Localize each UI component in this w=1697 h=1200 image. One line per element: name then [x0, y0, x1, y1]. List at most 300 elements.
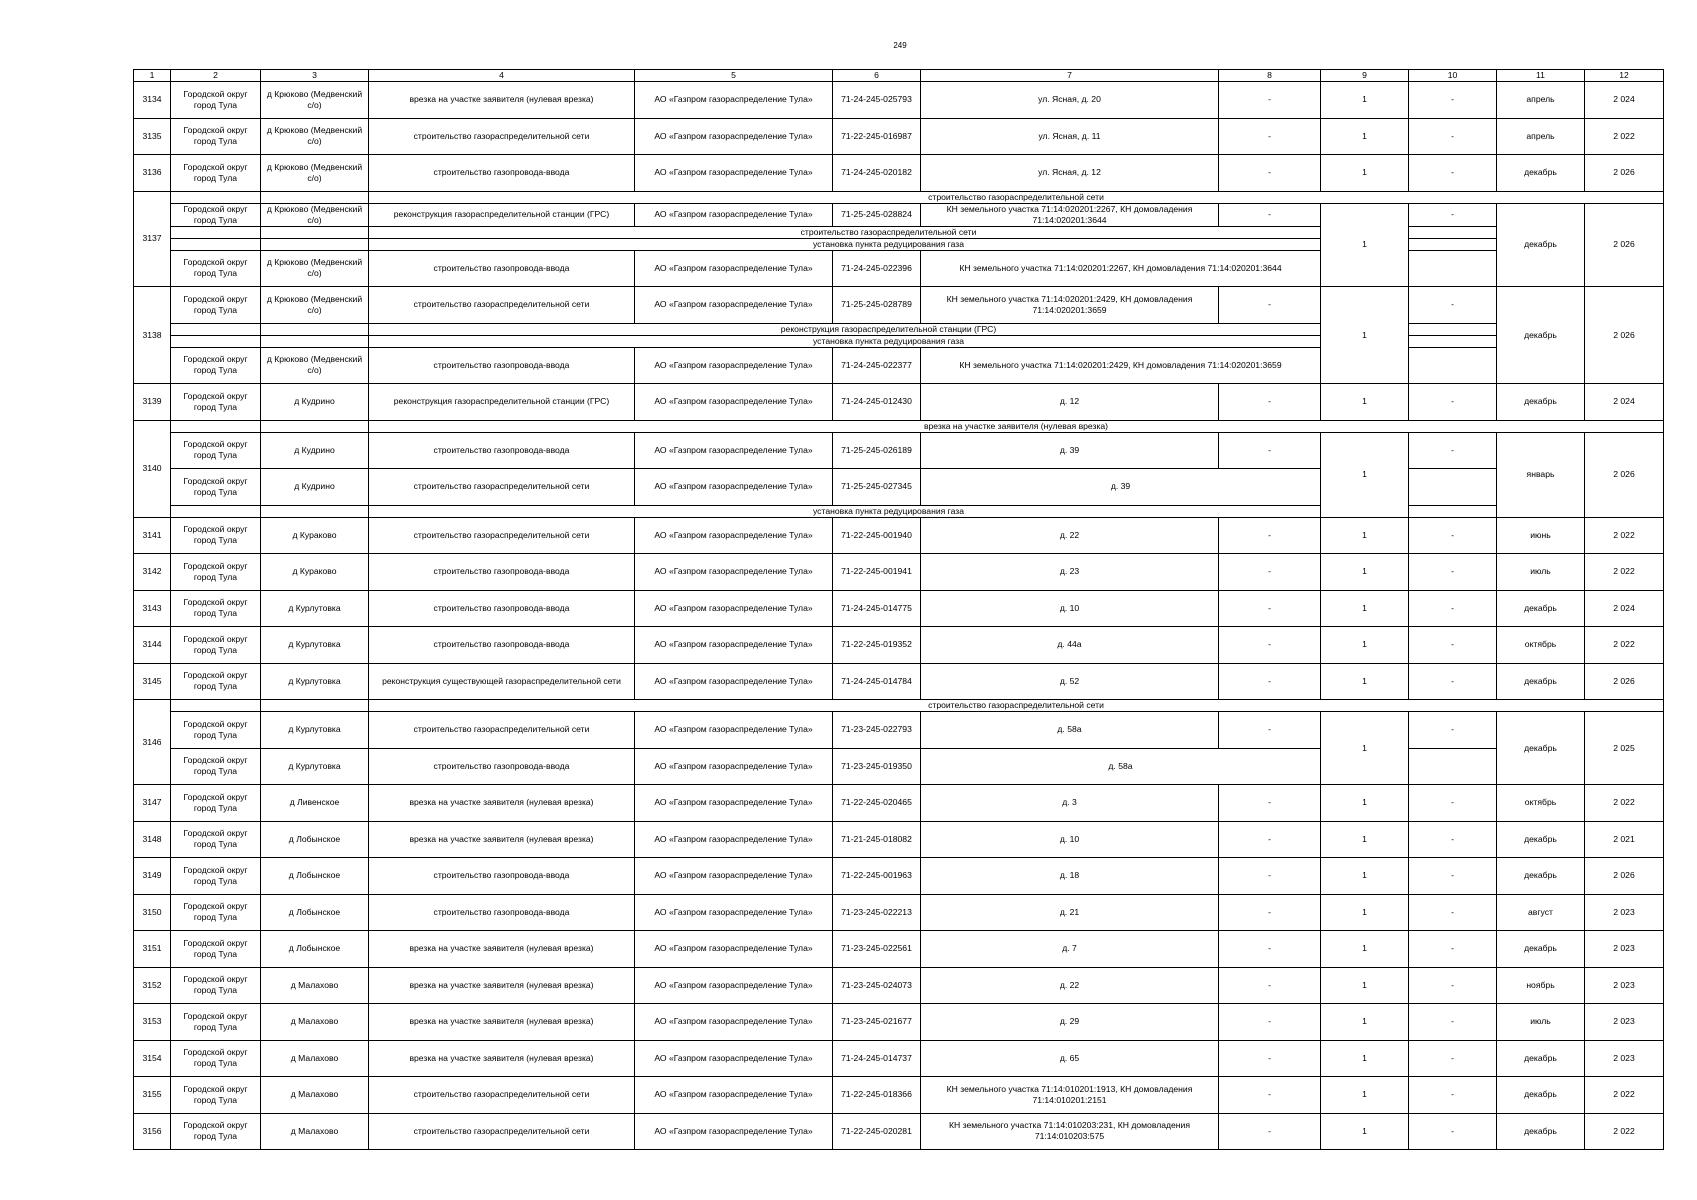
table-cell: 2 022	[1585, 517, 1664, 554]
table-cell: АО «Газпром газораспределение Тула»	[635, 432, 833, 469]
table-cell: д. 29	[921, 1004, 1219, 1041]
table-cell: 1	[1321, 203, 1409, 287]
table-cell	[171, 238, 261, 250]
table-cell: АО «Газпром газораспределение Тула»	[635, 1004, 833, 1041]
table-row	[134, 287, 1664, 324]
table-cell: 3138	[134, 287, 171, 384]
table-cell: 71-23-245-022561	[833, 931, 921, 968]
work-type-row: строительство газораспределительной сети	[369, 700, 1664, 712]
table-cell: Городской округ город Тула	[171, 590, 261, 627]
table-cell	[1409, 238, 1497, 250]
table-cell: д Курлутовка	[261, 748, 369, 785]
table-row	[134, 931, 1664, 968]
table-cell: декабрь	[1497, 287, 1585, 384]
table-cell: декабрь	[1497, 203, 1585, 287]
table-cell: КН земельного участка 71:14:020201:2429, КН домовладения 71:14:020201:3659	[921, 287, 1219, 324]
table-cell: 1	[1321, 384, 1409, 421]
table-cell: -	[1409, 858, 1497, 895]
table-cell: 71-25-245-027345	[833, 469, 921, 506]
table-cell	[261, 323, 369, 335]
table-cell: -	[1219, 155, 1321, 192]
table-cell: строительство газораспределительной сети	[369, 287, 635, 324]
work-type-row: строительство газораспределительной сети	[369, 226, 1409, 238]
table-cell: д Крюково (Медвенский с/о)	[261, 203, 369, 226]
table-cell: 1	[1321, 554, 1409, 591]
table-row	[134, 469, 1664, 506]
table-cell: д Кудрино	[261, 469, 369, 506]
table-cell: 1	[1321, 118, 1409, 155]
table-cell: 71-24-245-022396	[833, 250, 921, 287]
table-cell: д. 10	[921, 590, 1219, 627]
table-cell: Городской округ город Тула	[171, 1040, 261, 1077]
table-cell: декабрь	[1497, 1077, 1585, 1114]
table-cell	[261, 226, 369, 238]
table-cell: строительство газопровода-ввода	[369, 554, 635, 591]
table-cell: 3140	[134, 420, 171, 517]
table-cell: 1	[1321, 155, 1409, 192]
table-cell: АО «Газпром газораспределение Тула»	[635, 384, 833, 421]
work-type-row: установка пункта редуцирования газа	[369, 505, 1409, 517]
table-cell: 2 023	[1585, 894, 1664, 931]
table-cell: врезка на участке заявителя (нулевая врезка)	[369, 931, 635, 968]
table-cell: 2 023	[1585, 931, 1664, 968]
table-row	[134, 118, 1664, 155]
table-cell: -	[1409, 590, 1497, 627]
table-row	[134, 517, 1664, 554]
table-cell: АО «Газпром газораспределение Тула»	[635, 821, 833, 858]
table-cell: д. 12	[921, 384, 1219, 421]
table-cell: Городской округ город Тула	[171, 250, 261, 287]
table-cell: строительство газопровода-ввода	[369, 627, 635, 664]
table-cell: д Кураково	[261, 554, 369, 591]
table-cell: д. 39	[921, 432, 1219, 469]
table-cell: Городской округ город Тула	[171, 748, 261, 785]
table-cell: -	[1219, 663, 1321, 700]
table-cell: д Курлутовка	[261, 627, 369, 664]
table-cell: д Лобынское	[261, 894, 369, 931]
table-cell: строительство газораспределительной сети	[369, 517, 635, 554]
table-cell: апрель	[1497, 82, 1585, 119]
table-cell: -	[1409, 82, 1497, 119]
table-cell: АО «Газпром газораспределение Тула»	[635, 554, 833, 591]
table-cell: АО «Газпром газораспределение Тула»	[635, 469, 833, 506]
table-cell: ул. Ясная, д. 20	[921, 82, 1219, 119]
table-cell: -	[1409, 517, 1497, 554]
table-cell	[261, 238, 369, 250]
table-cell: д. 52	[921, 663, 1219, 700]
table-cell: 71-22-245-001963	[833, 858, 921, 895]
table-cell: АО «Газпром газораспределение Тула»	[635, 517, 833, 554]
table-cell	[261, 420, 369, 432]
work-type-row: установка пункта редуцирования газа	[369, 238, 1409, 250]
table-row	[134, 203, 1664, 226]
table-cell: 71-22-245-019352	[833, 627, 921, 664]
table-cell: реконструкция существующей газораспределительной сети	[369, 663, 635, 700]
table-cell: ноябрь	[1497, 967, 1585, 1004]
table-cell: 3142	[134, 554, 171, 591]
table-cell: д Ливенское	[261, 785, 369, 822]
table-cell: 2 022	[1585, 785, 1664, 822]
table-cell: врезка на участке заявителя (нулевая врезка)	[369, 1040, 635, 1077]
table-row	[134, 384, 1664, 421]
table-cell: 1	[1321, 1040, 1409, 1077]
table-cell: Городской округ город Тула	[171, 1077, 261, 1114]
table-cell: -	[1409, 821, 1497, 858]
table-cell: д. 22	[921, 517, 1219, 554]
table-row	[134, 335, 1664, 347]
table-cell: Городской округ город Тула	[171, 469, 261, 506]
table-cell: 71-23-245-019350	[833, 748, 921, 785]
table-cell: д Малахово	[261, 967, 369, 1004]
table-cell: АО «Газпром газораспределение Тула»	[635, 1113, 833, 1150]
table-cell: 71-25-245-026189	[833, 432, 921, 469]
table-cell: 2 025	[1585, 712, 1664, 785]
table-row	[134, 627, 1664, 664]
table-row	[134, 238, 1664, 250]
table-cell: АО «Газпром газораспределение Тула»	[635, 785, 833, 822]
page-number: 249	[893, 41, 907, 50]
table-cell: 1	[1321, 821, 1409, 858]
table-cell: Городской округ город Тула	[171, 287, 261, 324]
table-cell: АО «Газпром газораспределение Тула»	[635, 967, 833, 1004]
table-row	[134, 250, 1664, 287]
table-cell: 2 022	[1585, 554, 1664, 591]
table-cell: 2 026	[1585, 155, 1664, 192]
table-cell: АО «Газпром газораспределение Тула»	[635, 894, 833, 931]
table-cell: врезка на участке заявителя (нулевая врезка)	[369, 82, 635, 119]
table-cell: 71-22-245-001940	[833, 517, 921, 554]
table-cell: 1	[1321, 517, 1409, 554]
table-cell: 71-23-245-022793	[833, 712, 921, 749]
table-cell: -	[1409, 155, 1497, 192]
table-cell: -	[1219, 554, 1321, 591]
table-cell: 2 022	[1585, 627, 1664, 664]
table-cell: Городской округ город Тула	[171, 432, 261, 469]
table-cell: 3155	[134, 1077, 171, 1114]
table-cell	[261, 335, 369, 347]
table-cell: декабрь	[1497, 155, 1585, 192]
table-cell: -	[1409, 203, 1497, 226]
table-cell: АО «Газпром газораспределение Тула»	[635, 712, 833, 749]
table-cell: -	[1219, 1040, 1321, 1077]
table-cell: октябрь	[1497, 627, 1585, 664]
table-cell: Городской округ город Тула	[171, 931, 261, 968]
table-cell: 3156	[134, 1113, 171, 1150]
table-cell: 3149	[134, 858, 171, 895]
table-cell: АО «Газпром газораспределение Тула»	[635, 1077, 833, 1114]
work-type-row: строительство газораспределительной сети	[369, 191, 1664, 203]
table-cell: 1	[1321, 858, 1409, 895]
table-cell: д Курлутовка	[261, 590, 369, 627]
table-cell: декабрь	[1497, 590, 1585, 627]
table-cell: АО «Газпром газораспределение Тула»	[635, 118, 833, 155]
table-cell: д Лобынское	[261, 821, 369, 858]
table-cell: -	[1409, 627, 1497, 664]
table-cell: -	[1219, 712, 1321, 749]
table-cell: 2 022	[1585, 1113, 1664, 1150]
table-cell: АО «Газпром газораспределение Тула»	[635, 748, 833, 785]
table-cell: д. 10	[921, 821, 1219, 858]
table-cell: 71-24-245-014784	[833, 663, 921, 700]
table-cell: Городской округ город Тула	[171, 967, 261, 1004]
table-cell: реконструкция газораспределительной станции (ГРС)	[369, 203, 635, 226]
table-cell: АО «Газпром газораспределение Тула»	[635, 203, 833, 226]
col-header: 11	[1497, 70, 1585, 82]
table-cell: д. 3	[921, 785, 1219, 822]
table-cell	[261, 700, 369, 712]
table-cell: 2 026	[1585, 432, 1664, 517]
table-row	[134, 347, 1664, 384]
table-cell: АО «Газпром газораспределение Тула»	[635, 287, 833, 324]
table-cell: 71-21-245-018082	[833, 821, 921, 858]
col-header: 9	[1321, 70, 1409, 82]
table-cell: 2 024	[1585, 590, 1664, 627]
table-cell: д. 18	[921, 858, 1219, 895]
table-cell: 3154	[134, 1040, 171, 1077]
table-cell: -	[1219, 517, 1321, 554]
work-type-row: реконструкция газораспределительной станции (ГРС)	[369, 323, 1409, 335]
table-cell: д Малахово	[261, 1077, 369, 1114]
table-cell	[261, 191, 369, 203]
table-cell: -	[1219, 1004, 1321, 1041]
table-cell: д. 23	[921, 554, 1219, 591]
table-cell: 1	[1321, 894, 1409, 931]
table-cell: 71-22-245-020465	[833, 785, 921, 822]
table-cell: Городской округ город Тула	[171, 203, 261, 226]
table-cell: строительство газораспределительной сети	[369, 118, 635, 155]
table-cell: д Курлутовка	[261, 712, 369, 749]
table-cell: 3151	[134, 931, 171, 968]
table-cell: д Лобынское	[261, 931, 369, 968]
table-cell: 3134	[134, 82, 171, 119]
table-cell: 3144	[134, 627, 171, 664]
table-cell: Городской округ город Тула	[171, 517, 261, 554]
table-cell: -	[1409, 554, 1497, 591]
table-cell: 2 023	[1585, 1004, 1664, 1041]
register-table	[133, 69, 1664, 1150]
table-row	[134, 226, 1664, 238]
table-cell: КН земельного участка 71:14:020201:2267, КН домовладения 71:14:020201:3644	[921, 250, 1321, 287]
table-cell: д Крюково (Медвенский с/о)	[261, 347, 369, 384]
table-cell: 2 022	[1585, 118, 1664, 155]
table-cell: 71-22-245-020281	[833, 1113, 921, 1150]
table-cell: 71-25-245-028824	[833, 203, 921, 226]
table-cell	[1409, 748, 1497, 785]
table-cell: Городской округ город Тула	[171, 384, 261, 421]
table-cell: строительство газопровода-ввода	[369, 155, 635, 192]
table-cell: д Крюково (Медвенский с/о)	[261, 155, 369, 192]
table-cell	[171, 323, 261, 335]
table-cell: 3147	[134, 785, 171, 822]
table-cell: -	[1409, 894, 1497, 931]
table-cell: врезка на участке заявителя (нулевая врезка)	[369, 821, 635, 858]
table-cell: Городской округ город Тула	[171, 627, 261, 664]
col-header: 1	[134, 70, 171, 82]
table-cell: -	[1219, 118, 1321, 155]
header-row	[134, 70, 1664, 82]
table-cell: д. 39	[921, 469, 1321, 506]
table-cell: -	[1409, 384, 1497, 421]
table-row	[134, 700, 1664, 712]
table-cell: август	[1497, 894, 1585, 931]
table-cell: Городской округ город Тула	[171, 1004, 261, 1041]
table-cell: декабрь	[1497, 1040, 1585, 1077]
table-cell: -	[1409, 663, 1497, 700]
table-cell: Городской округ город Тула	[171, 1113, 261, 1150]
table-cell: д Кураково	[261, 517, 369, 554]
table-cell: д. 21	[921, 894, 1219, 931]
table-cell: строительство газопровода-ввода	[369, 250, 635, 287]
table-cell: врезка на участке заявителя (нулевая врезка)	[369, 1004, 635, 1041]
table-cell: строительство газораспределительной сети	[369, 1077, 635, 1114]
table-cell: д Курлутовка	[261, 663, 369, 700]
table-cell: -	[1219, 287, 1321, 324]
table-cell: 71-24-245-012430	[833, 384, 921, 421]
table-cell: -	[1219, 590, 1321, 627]
table-cell: АО «Газпром газораспределение Тула»	[635, 931, 833, 968]
table-cell: Городской округ город Тула	[171, 894, 261, 931]
table-cell: -	[1219, 203, 1321, 226]
table-cell: -	[1219, 384, 1321, 421]
table-cell: Городской округ город Тула	[171, 858, 261, 895]
table-cell: Городской округ город Тула	[171, 155, 261, 192]
table-cell: АО «Газпром газораспределение Тула»	[635, 250, 833, 287]
table-cell: -	[1409, 1040, 1497, 1077]
col-header: 6	[833, 70, 921, 82]
table-cell: -	[1219, 1077, 1321, 1114]
table-cell: Городской округ город Тула	[171, 712, 261, 749]
table-cell: 3146	[134, 700, 171, 785]
table-row	[134, 712, 1664, 749]
col-header: 3	[261, 70, 369, 82]
table-cell: декабрь	[1497, 663, 1585, 700]
table-cell: апрель	[1497, 118, 1585, 155]
table-cell: июль	[1497, 1004, 1585, 1041]
table-cell: 2 021	[1585, 821, 1664, 858]
table-cell: 1	[1321, 1113, 1409, 1150]
table-cell	[171, 226, 261, 238]
table-cell: 71-24-245-014737	[833, 1040, 921, 1077]
table-cell: Городской округ город Тула	[171, 118, 261, 155]
table-cell: КН земельного участка 71:14:010203:231, КН домовладения 71:14:010203:575	[921, 1113, 1219, 1150]
table-cell: 71-24-245-025793	[833, 82, 921, 119]
table-cell: -	[1219, 1113, 1321, 1150]
table-body	[134, 70, 1664, 1150]
table-cell: -	[1219, 785, 1321, 822]
table-cell: 3135	[134, 118, 171, 155]
table-cell: АО «Газпром газораспределение Тула»	[635, 627, 833, 664]
table-cell	[171, 505, 261, 517]
table-cell: -	[1409, 432, 1497, 469]
table-cell: -	[1219, 821, 1321, 858]
table-cell: 3143	[134, 590, 171, 627]
table-cell: 71-24-245-014775	[833, 590, 921, 627]
table-cell: -	[1409, 931, 1497, 968]
table-cell: 1	[1321, 287, 1409, 384]
table-cell: 2 024	[1585, 384, 1664, 421]
table-cell	[1409, 226, 1497, 238]
table-cell: д. 44а	[921, 627, 1219, 664]
table-cell: Городской округ город Тула	[171, 821, 261, 858]
table-cell: д Малахово	[261, 1113, 369, 1150]
table-cell: КН земельного участка 71:14:010201:1913, КН домовладения 71:14:010201:2151	[921, 1077, 1219, 1114]
table-cell: декабрь	[1497, 384, 1585, 421]
table-cell: д Крюково (Медвенский с/о)	[261, 250, 369, 287]
table-cell	[1409, 335, 1497, 347]
table-cell: 71-25-245-028789	[833, 287, 921, 324]
table-cell: Городской округ город Тула	[171, 554, 261, 591]
table-row	[134, 505, 1664, 517]
table-cell: 2 026	[1585, 287, 1664, 384]
table-cell: АО «Газпром газораспределение Тула»	[635, 1040, 833, 1077]
table-cell: д Лобынское	[261, 858, 369, 895]
table-row	[134, 821, 1664, 858]
table-row	[134, 191, 1664, 203]
table-cell: 2 026	[1585, 858, 1664, 895]
table-cell: КН земельного участка 71:14:020201:2267, КН домовладения 71:14:020201:3644	[921, 203, 1219, 226]
table-cell: д. 58а	[921, 748, 1321, 785]
table-cell: декабрь	[1497, 858, 1585, 895]
table-cell: 2 023	[1585, 967, 1664, 1004]
table-cell: 1	[1321, 712, 1409, 785]
table-cell	[1409, 347, 1497, 384]
table-cell: декабрь	[1497, 821, 1585, 858]
table-cell: строительство газораспределительной сети	[369, 469, 635, 506]
table-cell: АО «Газпром газораспределение Тула»	[635, 663, 833, 700]
table-row	[134, 420, 1664, 432]
table-cell: 3139	[134, 384, 171, 421]
table-cell: АО «Газпром газораспределение Тула»	[635, 155, 833, 192]
table-cell: декабрь	[1497, 712, 1585, 785]
table-cell	[1409, 250, 1497, 287]
table-cell: д Крюково (Медвенский с/о)	[261, 118, 369, 155]
table-cell: д. 58а	[921, 712, 1219, 749]
table-cell: 1	[1321, 931, 1409, 968]
table-cell: 3150	[134, 894, 171, 931]
table-row	[134, 785, 1664, 822]
table-row	[134, 82, 1664, 119]
table-cell: АО «Газпром газораспределение Тула»	[635, 590, 833, 627]
table-cell: 3136	[134, 155, 171, 192]
table-row	[134, 155, 1664, 192]
table-cell: -	[1409, 287, 1497, 324]
table-cell: -	[1219, 894, 1321, 931]
table-cell: АО «Газпром газораспределение Тула»	[635, 858, 833, 895]
table-cell: 1	[1321, 663, 1409, 700]
table-cell	[1409, 505, 1497, 517]
col-header: 10	[1409, 70, 1497, 82]
table-cell	[171, 335, 261, 347]
table-row	[134, 663, 1664, 700]
table-cell: д Крюково (Медвенский с/о)	[261, 287, 369, 324]
table-cell: 71-22-245-016987	[833, 118, 921, 155]
table-cell: врезка на участке заявителя (нулевая врезка)	[369, 967, 635, 1004]
table-cell: Городской округ город Тула	[171, 347, 261, 384]
table-cell: ул. Ясная, д. 12	[921, 155, 1219, 192]
table-cell: 2 024	[1585, 82, 1664, 119]
table-cell: 3145	[134, 663, 171, 700]
table-cell: -	[1409, 1004, 1497, 1041]
table-cell: 3148	[134, 821, 171, 858]
table-row	[134, 323, 1664, 335]
table-cell: 1	[1321, 967, 1409, 1004]
table-cell: -	[1219, 931, 1321, 968]
table-cell: 71-23-245-021677	[833, 1004, 921, 1041]
table-cell: 2 026	[1585, 663, 1664, 700]
table-cell	[1409, 323, 1497, 335]
table-cell: строительство газопровода-ввода	[369, 858, 635, 895]
table-cell: врезка на участке заявителя (нулевая врезка)	[369, 785, 635, 822]
